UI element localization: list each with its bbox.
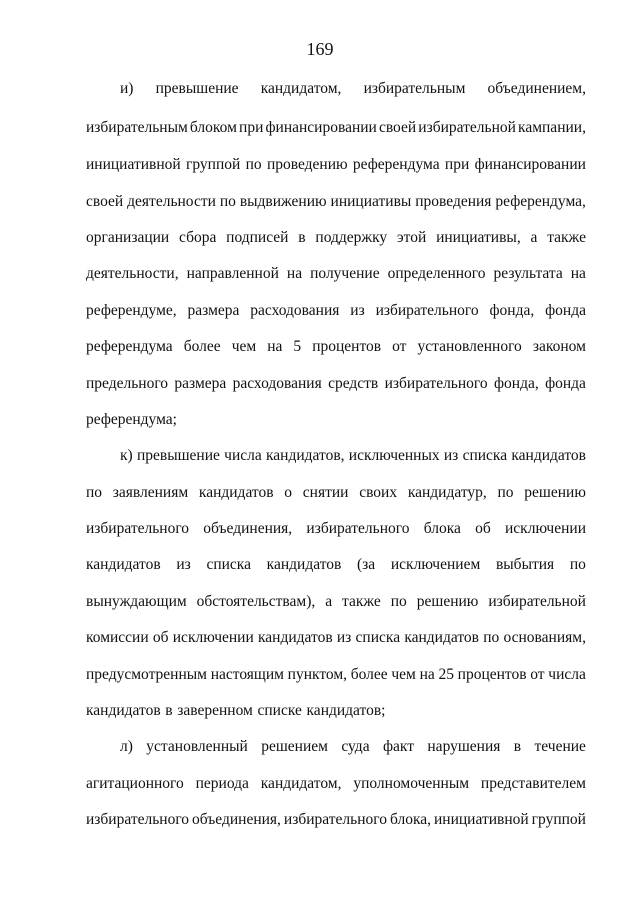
text-line: деятельности, направленной на получение определенного результата на xyxy=(86,265,586,282)
text-line: предусмотренным настоящим пунктом, более чем на 25 процентов от числа xyxy=(86,666,586,683)
page-number: 169 xyxy=(306,39,334,59)
text-line: вынуждающим обстоятельствам), а также по решению избирательной xyxy=(86,593,586,610)
text-line: комиссии об исключении кандидатов из списка кандидатов по основаниям, xyxy=(86,629,586,646)
text-line: л) установленный решением суда факт нарушения в течение xyxy=(120,738,586,755)
text-line: референдума более чем на 5 процентов от установленного законом xyxy=(86,338,586,355)
text-line: избирательного объединения, избирательного блока, инициативной группой xyxy=(86,811,586,828)
text-line: референдуме, размера расходования из избирательного фонда, фонда xyxy=(86,302,586,319)
text-line: по заявлениям кандидатов о снятии своих кандидатур, по решению xyxy=(86,484,586,501)
text-line: агитационного периода кандидатом, уполномоченным представителем xyxy=(86,775,586,792)
text-line: избирательного объединения, избирательного блока об исключении xyxy=(86,520,586,537)
text-line: кандидатов в заверенном списке кандидатов; xyxy=(86,702,386,719)
text-line: своей деятельности по выдвижению инициативы проведения референдума, xyxy=(86,193,586,210)
text-line: референдума; xyxy=(86,411,177,428)
text-line: инициативной группой по проведению референдума при финансировании xyxy=(86,156,586,173)
text-line: избирательным блоком при финансировании своей избирательной кампании, xyxy=(86,119,586,136)
text-line: предельного размера расходования средств избирательного фонда, фонда xyxy=(86,375,586,392)
text-line: кандидатов из списка кандидатов (за исключением выбытия по xyxy=(86,556,586,573)
text-line: организации сбора подписей в поддержку этой инициативы, а также xyxy=(86,229,586,246)
text-line: к) превышение числа кандидатов, исключенных из списка кандидатов xyxy=(120,447,586,464)
text-line: и) превышение кандидатом, избирательным объединением, xyxy=(120,80,586,97)
